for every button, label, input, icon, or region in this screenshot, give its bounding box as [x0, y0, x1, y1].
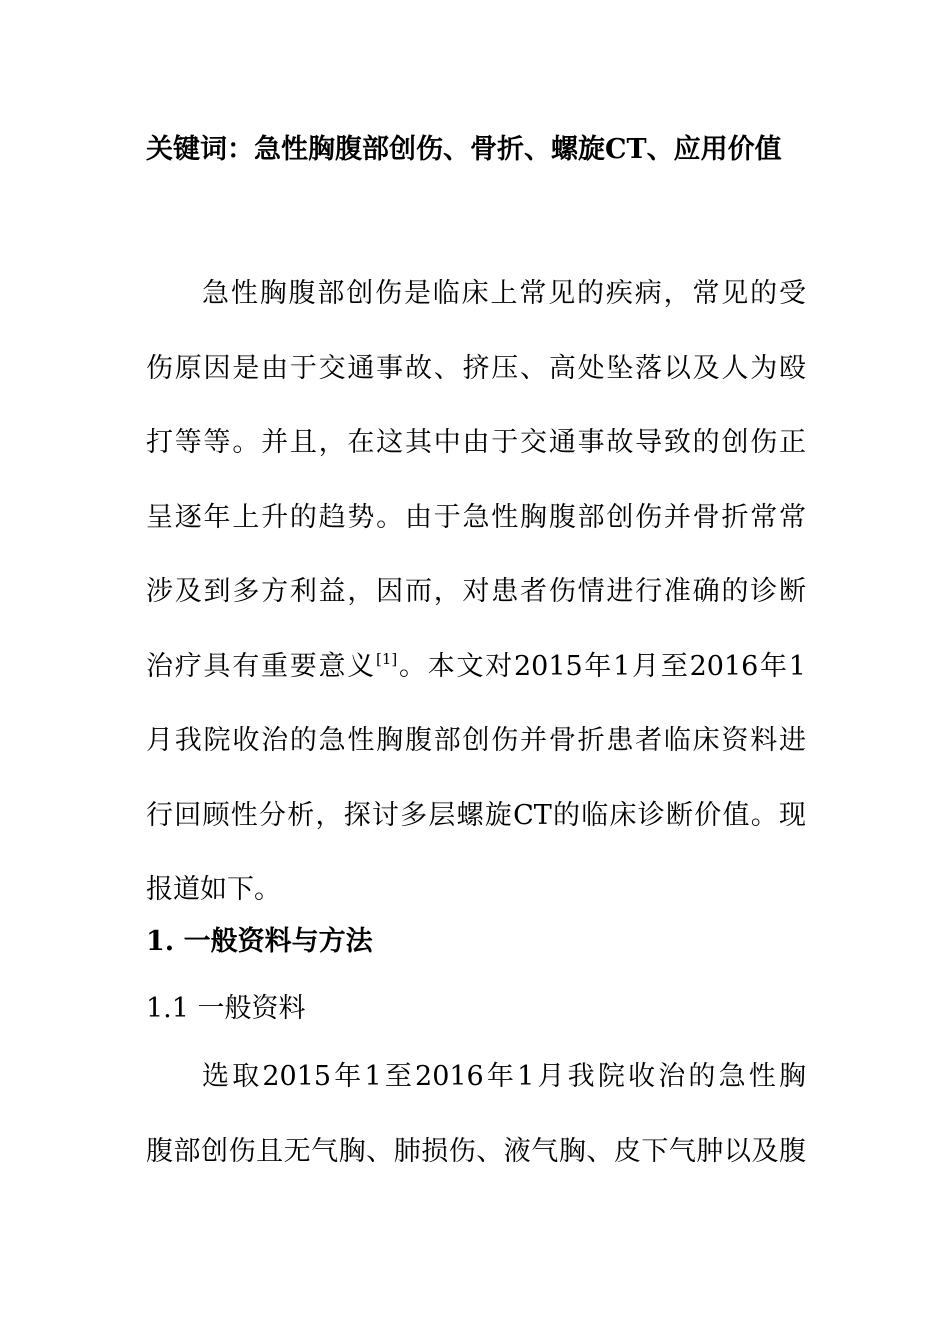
intro-paragraph — [146, 257, 806, 928]
paragraph-text: 治疗具有重要意义 — [146, 650, 376, 682]
paragraph-text: 。本文对2015年1月至2016年1 — [397, 650, 806, 682]
paragraph-line: 伤原因是由于交通事故、挤压、高处坠落以及人为殴 — [146, 352, 806, 384]
paragraph-line: 月我院收治的急性胸腹部创伤并骨折患者临床资料进 — [146, 725, 806, 756]
subsection-heading: 1.1 一般资料 — [146, 993, 306, 1024]
paragraph-line: 行回顾性分析，探讨多层螺旋CT的临床诊断价值。现 — [146, 799, 806, 831]
paragraph-line: 呈逐年上升的趋势。由于急性胸腹部创伤并骨折常常 — [146, 501, 806, 533]
paragraph-line: 打等等。并且，在这其中由于交通事故导致的创伤正 — [146, 427, 806, 458]
paragraph-line: 涉及到多方利益，因而，对患者伤情进行准确的诊断 — [146, 576, 806, 607]
paragraph-line: 报道如下。 — [146, 874, 281, 905]
keywords-line: 关键词：急性胸腹部创伤、骨折、螺旋CT、应用价值 — [146, 134, 782, 165]
paragraph-line-with-citation — [146, 630, 806, 705]
section-heading: 1. 一般资料与方法 — [146, 926, 373, 957]
methods-paragraph — [146, 1040, 806, 1189]
paragraph-line: 选取2015年1至2016年1月我院收治的急性胸 — [202, 1061, 806, 1092]
citation-marker: [1] — [375, 649, 398, 668]
paragraph-line: 腹部创伤且无气胸、肺损伤、液气胸、皮下气肿以及腹 — [146, 1135, 806, 1167]
paragraph-line: 急性胸腹部创伤是临床上常见的疾病，常见的受 — [202, 278, 806, 309]
